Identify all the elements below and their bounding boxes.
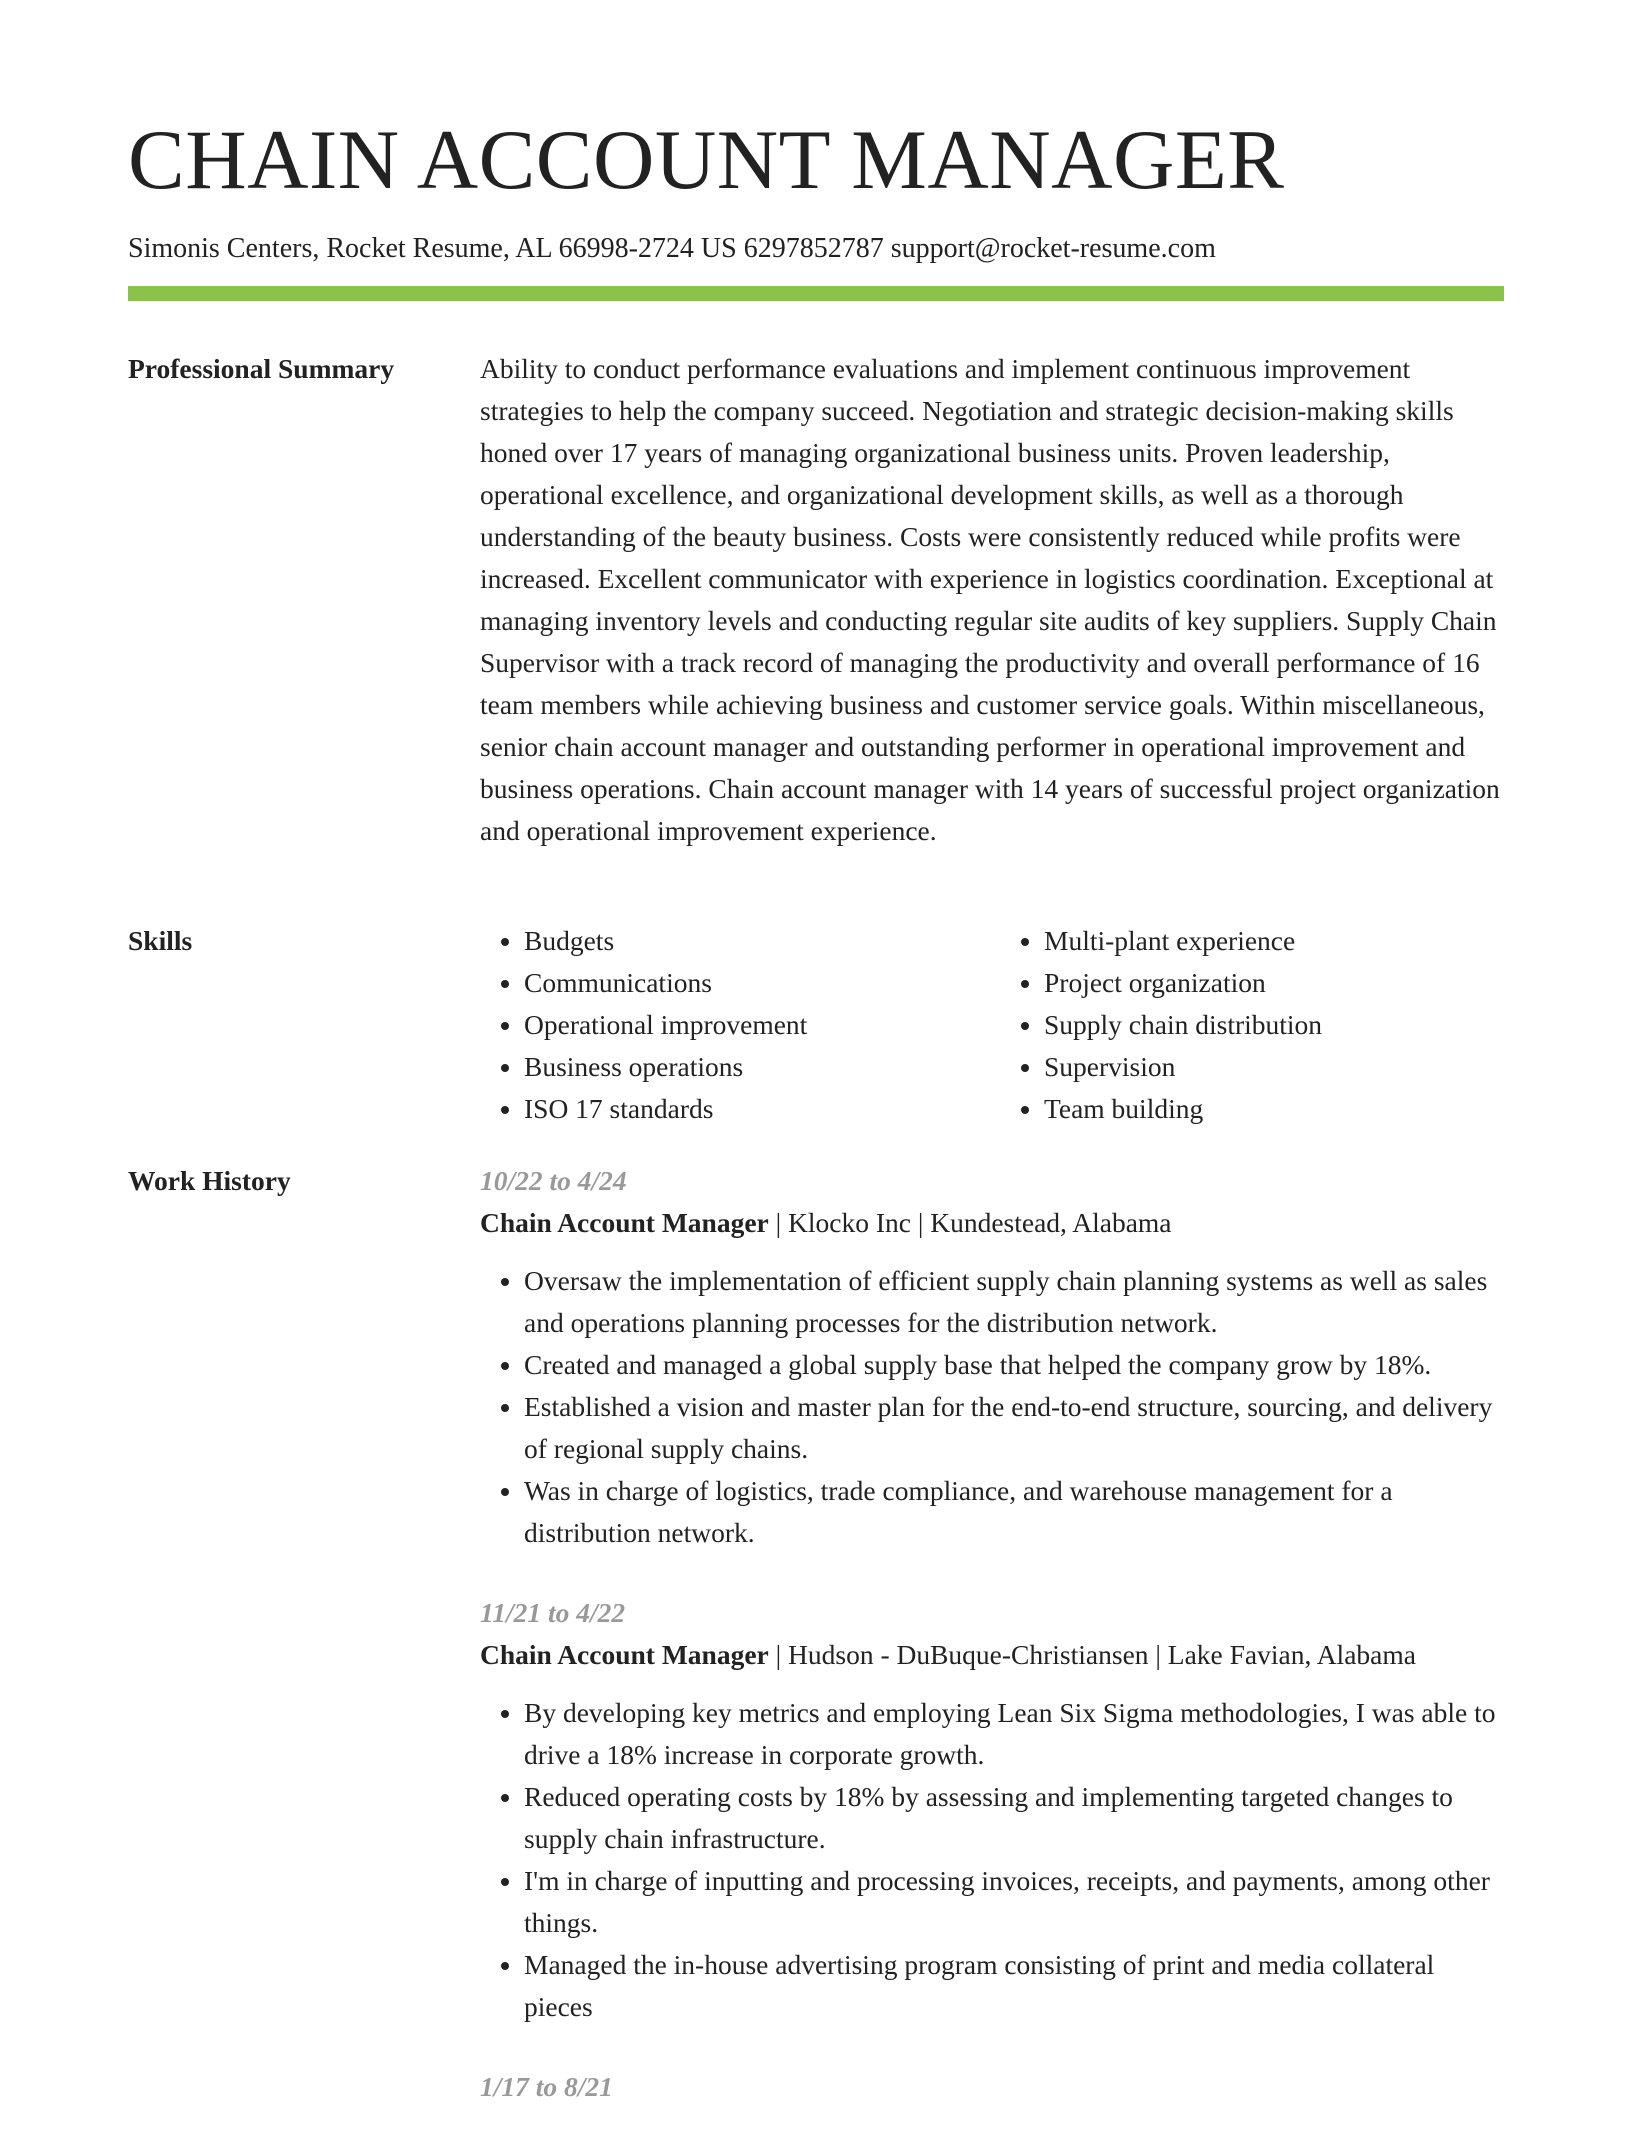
job-dates: 1/17 to 8/21 <box>480 2071 613 2102</box>
contact-line <box>128 232 1216 266</box>
job-bullet: • Created and managed a global supply base that helped the company grow by 18%. <box>524 1344 1504 1386</box>
job-bullet: • Was in charge of logistics, trade compliance, and warehouse management for a distribution network. <box>524 1470 1504 1554</box>
skills-list-right <box>984 920 1504 1130</box>
job-bullet-list <box>480 1260 1504 1554</box>
skill-item: • Budgets <box>524 920 984 962</box>
page-title: CHAIN ACCOUNT MANAGER <box>128 113 1285 207</box>
job-bullet: • Oversaw the implementation of efficient supply chain planning systems as well as sales and operations planning processes for the distribution network. <box>524 1260 1504 1344</box>
summary-text: Ability to conduct performance evaluations and implement continuous improvement strategies to help the company succeed. Negotiation and strategic decision-making skills honed over 17 years of managing organizational business units. Proven leadership, operational excellence, and organizational development skills, as well as a thorough understanding of the beauty business. Costs were consistently reduced while profits were increased. Excellent communicator with experience in logistics coordination. Exceptional at managing inventory levels and conducting regular site audits of key suppliers. Supply Chain Supervisor with a track record of managing the productivity and overall performance of 16 team members while achieving business and customer service goals. Within miscellaneous, senior chain account manager and outstanding performer in operational improvement and business operations. Chain account manager with 14 years of successful project organization and operational improvement experience. <box>480 353 1500 846</box>
job-entry <box>480 2066 1504 2108</box>
job-bullet: • By developing key metrics and employing Lean Six Sigma methodologies, I was able to drive a 18% increase in corporate growth. <box>524 1692 1504 1776</box>
job-title: Chain Account Manager <box>480 1639 769 1670</box>
job-company-location: | Hudson - DuBuque-Christiansen | Lake Favian, Alabama <box>768 1639 1416 1670</box>
job-dates: 10/22 to 4/24 <box>480 1165 627 1196</box>
work-history-body <box>480 1160 1504 2146</box>
skill-item: • Supply chain distribution <box>1044 1004 1504 1046</box>
job-entry <box>480 1592 1504 2028</box>
job-heading <box>480 1202 1504 1244</box>
contact-phone: 6297852787 <box>743 233 884 264</box>
header-divider <box>128 286 1504 301</box>
skill-item: • ISO 17 standards <box>524 1088 984 1130</box>
job-dates: 11/21 to 4/22 <box>480 1597 626 1628</box>
skill-item: • Project organization <box>1044 962 1504 1004</box>
skill-item: • Communications <box>524 962 984 1004</box>
work-history-heading: Work History <box>128 1165 291 1196</box>
summary-heading: Professional Summary <box>128 353 395 384</box>
job-company-location: | Klocko Inc | Kundestead, Alabama <box>768 1207 1172 1238</box>
skill-item: • Supervision <box>1044 1046 1504 1088</box>
job-bullet-list <box>480 1692 1504 2028</box>
job-heading <box>480 1634 1504 1676</box>
contact-email: support@rocket-resume.com <box>890 233 1216 264</box>
skills-heading: Skills <box>128 925 193 956</box>
skills-body <box>480 920 1504 1130</box>
job-title: Chain Account Manager <box>480 1207 769 1238</box>
skill-item: • Multi-plant experience <box>1044 920 1504 962</box>
job-entry <box>480 1160 1504 1554</box>
job-bullet: • Managed the in-house advertising program consisting of print and media collateral pieces <box>524 1944 1504 2028</box>
skills-columns <box>480 920 1504 1130</box>
skill-item: • Operational improvement <box>524 1004 984 1046</box>
summary-body <box>480 348 1504 852</box>
job-bullet: • Reduced operating costs by 18% by assessing and implementing targeted changes to supply chain infrastructure. <box>524 1776 1504 1860</box>
skill-item: • Business operations <box>524 1046 984 1088</box>
job-bullet: • I'm in charge of inputting and processing invoices, receipts, and payments, among other things. <box>524 1860 1504 1944</box>
skill-item: • Team building <box>1044 1088 1504 1130</box>
skills-list-left <box>480 920 984 1130</box>
contact-address: Simonis Centers, Rocket Resume, AL 66998-2724 US <box>128 233 737 264</box>
job-bullet: • Established a vision and master plan for the end-to-end structure, sourcing, and delivery of regional supply chains. <box>524 1386 1504 1470</box>
